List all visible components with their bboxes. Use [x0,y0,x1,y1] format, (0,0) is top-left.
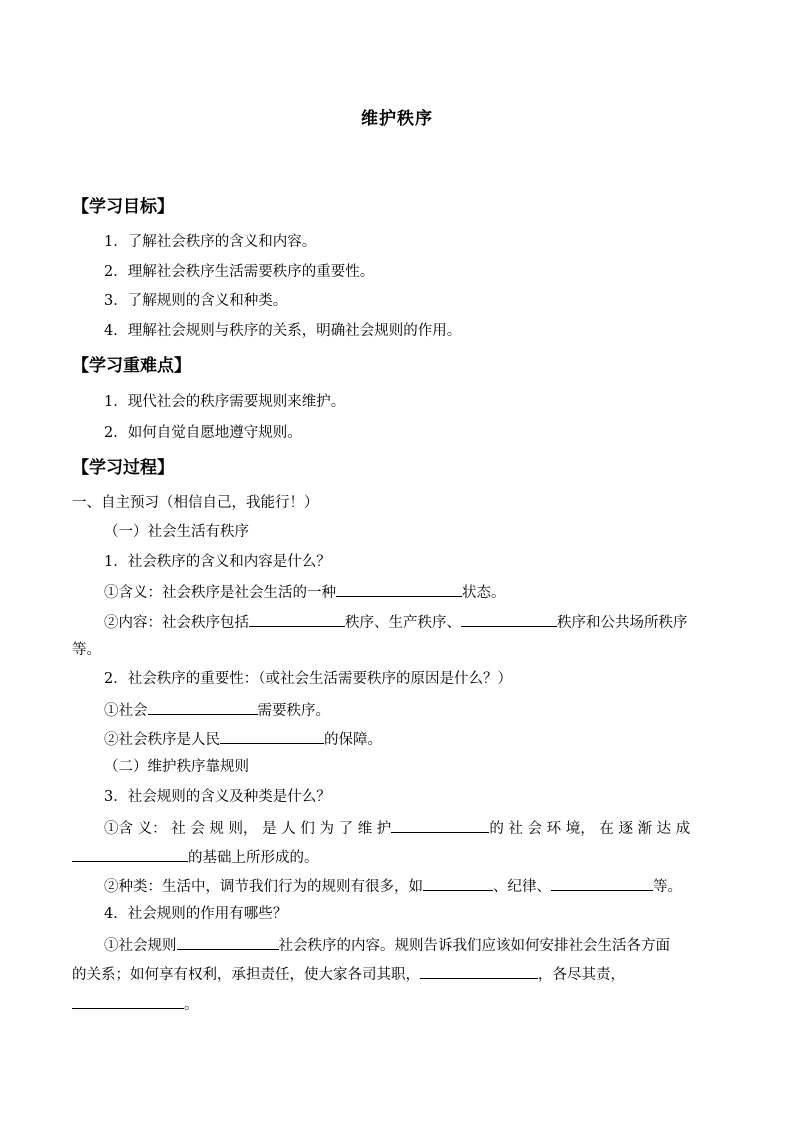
fill-blank[interactable] [420,963,538,979]
q4-role-cont-prefix: 的关系；如何享有权利，承担责任，使大家各司其职， [72,967,420,983]
q4-role-cont-suffix: ，各尽其责， [538,967,625,983]
key-point-item-2: 2．如何自觉自愿地遵守规则。 [104,425,302,441]
fill-blank[interactable] [72,993,184,1009]
goal-item-1: 1．了解社会秩序的含义和内容。 [104,234,317,250]
question-3: 3．社会规则的含义及种类是什么？ [104,789,331,805]
fill-blank[interactable] [551,875,653,891]
q3-types-middle: 、纪律、 [493,879,551,895]
q1-content-middle: 秩序、生产秩序、 [345,615,461,631]
q4-role-end-punct: 。 [184,997,199,1013]
q1-content-line [104,611,688,633]
q2-society-suffix: 需要秩序。 [257,703,330,719]
goals-heading: 【学习目标】 [72,197,174,217]
fill-blank[interactable] [72,846,188,862]
q3-types-prefix: ②种类：生活中，调节我们行为的规则有很多，如 [104,879,423,895]
goal-item-3: 3．了解规则的含义和种类。 [104,293,288,309]
fill-blank[interactable] [461,611,557,627]
q1-content-prefix: ②内容：社会秩序包括 [104,615,249,631]
q2-people-prefix: ②社会秩序是人民 [104,732,220,748]
q1-content-suffix: 秩序和公共场所秩序 [557,615,688,631]
q4-role-end [72,993,199,1015]
question-4: 4．社会规则的作用有哪些？ [104,906,288,922]
q3-meaning-suffix: 的 社 会 环 境， 在 逐 渐 达 成 [489,821,691,837]
q1-content-tail: 等。 [72,642,101,658]
q4-role-continuation [72,963,625,985]
goal-item-4: 4．理解社会规则与秩序的关系，明确社会规则的作用。 [104,323,462,339]
q2-people-line [104,728,382,750]
fill-blank[interactable] [391,817,489,833]
q3-meaning-line [104,817,690,839]
subsection-1-title: （一）社会生活有秩序 [104,524,249,540]
q1-meaning-prefix: ①含义：社会秩序是社会生活的一种 [104,585,336,601]
process-heading: 【学习过程】 [72,458,174,478]
section-1-title: 一、自主预习（相信自己，我能行！） [72,495,319,511]
key-point-item-1: 1．现代社会的秩序需要规则来维护。 [104,394,346,410]
q3-types-suffix: 等。 [653,879,682,895]
fill-blank[interactable] [249,611,345,627]
q4-role-prefix: ①社会规则 [104,938,177,954]
q1-meaning-line [104,581,506,603]
q1-meaning-suffix: 状态。 [462,585,506,601]
question-2: 2．社会秩序的重要性：（或社会生活需要秩序的原因是什么？） [104,671,512,687]
page-title: 维护秩序 [361,109,433,129]
q4-role-line [104,934,670,956]
q2-society-line [104,699,330,721]
fill-blank[interactable] [336,581,462,597]
q3-meaning-prefix: ①含 义： 社 会 规 则， 是 人 们 为 了 维 护 [104,821,392,837]
question-1: 1．社会秩序的含义和内容是什么？ [104,554,331,570]
fill-blank[interactable] [423,875,493,891]
fill-blank[interactable] [220,728,324,744]
q2-people-suffix: 的保障。 [324,732,382,748]
q2-society-prefix: ①社会 [104,703,148,719]
q4-role-suffix: 社会秩序的内容。规则告诉我们应该如何安排社会生活各方面 [278,938,670,954]
key-points-heading: 【学习重难点】 [72,356,191,376]
fill-blank[interactable] [177,934,279,950]
fill-blank[interactable] [148,699,258,715]
q3-meaning-tail: 的基础上所形成的。 [188,850,319,866]
q3-types-line [104,875,682,897]
goal-item-2: 2．理解社会秩序生活需要秩序的重要性。 [104,264,375,280]
q3-meaning-continuation [72,846,319,868]
subsection-2-title: （二）维护秩序靠规则 [104,759,249,775]
